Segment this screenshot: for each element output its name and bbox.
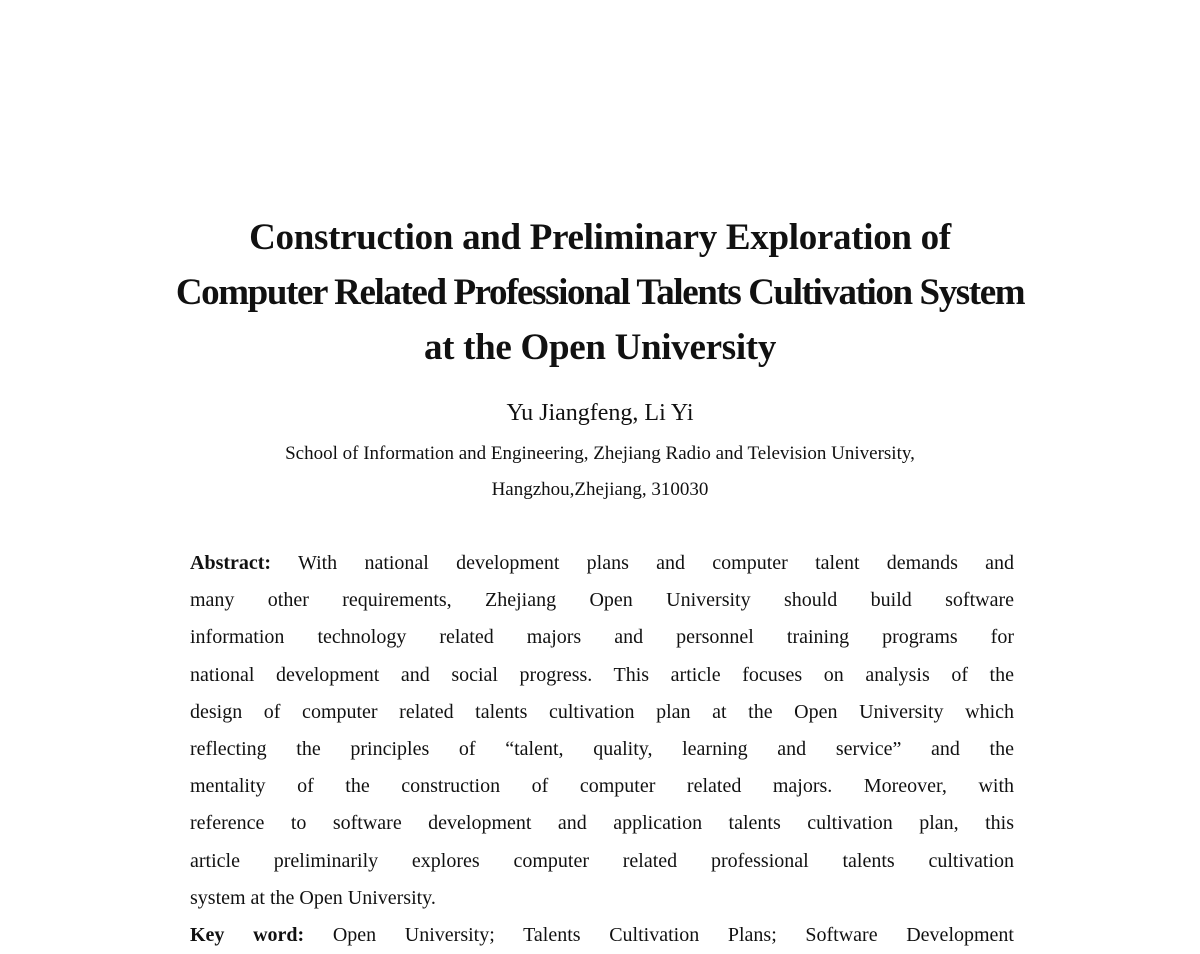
abstract-line-9: article preliminarily explores computer related professional talents cultivation xyxy=(190,849,1014,872)
title-line-3: at the Open University xyxy=(423,327,777,368)
abstract-line-5: design of computer related talents cultivation plan at the Open University which xyxy=(190,700,1014,723)
abstract-text: With national development plans and computer talent demands and xyxy=(271,552,1014,574)
paper-title xyxy=(0,210,1200,375)
abstract-line-2: many other requirements, Zhejiang Open University should build software xyxy=(190,589,1014,612)
affiliation-line-1: School of Information and Engineering, Zhejiang Radio and Television University, xyxy=(285,443,915,464)
authors: Yu Jiangfeng, Li Yi xyxy=(506,400,694,426)
keywords xyxy=(190,917,1014,954)
abstract-label: Abstract: xyxy=(190,552,272,574)
keywords-text: Open University; Talents Cultivation Plans; Software Development xyxy=(304,924,1014,946)
abstract-line-6: reflecting the principles of “talent, quality, learning and service” and the xyxy=(190,737,1014,760)
abstract-line-1 xyxy=(190,545,1014,582)
keywords-label: Key word: xyxy=(190,924,305,946)
abstract xyxy=(190,545,1014,917)
title-line-2: Computer Related Professional Talents Cultivation System xyxy=(175,272,1025,313)
title-line-1: Construction and Preliminary Exploration of xyxy=(249,217,951,258)
abstract-line-10: system at the Open University. xyxy=(190,886,436,909)
abstract-line-8: reference to software development and application talents cultivation plan, this xyxy=(190,812,1014,835)
abstract-line-3: information technology related majors and personnel training programs for xyxy=(190,626,1014,649)
abstract-line-7: mentality of the construction of computer related majors. Moreover, with xyxy=(190,775,1014,798)
abstract-line-4: national development and social progress. This article focuses on analysis of the xyxy=(190,663,1014,686)
affiliation-line-2: Hangzhou,Zhejiang, 310030 xyxy=(491,479,709,500)
affiliation xyxy=(0,436,1200,508)
